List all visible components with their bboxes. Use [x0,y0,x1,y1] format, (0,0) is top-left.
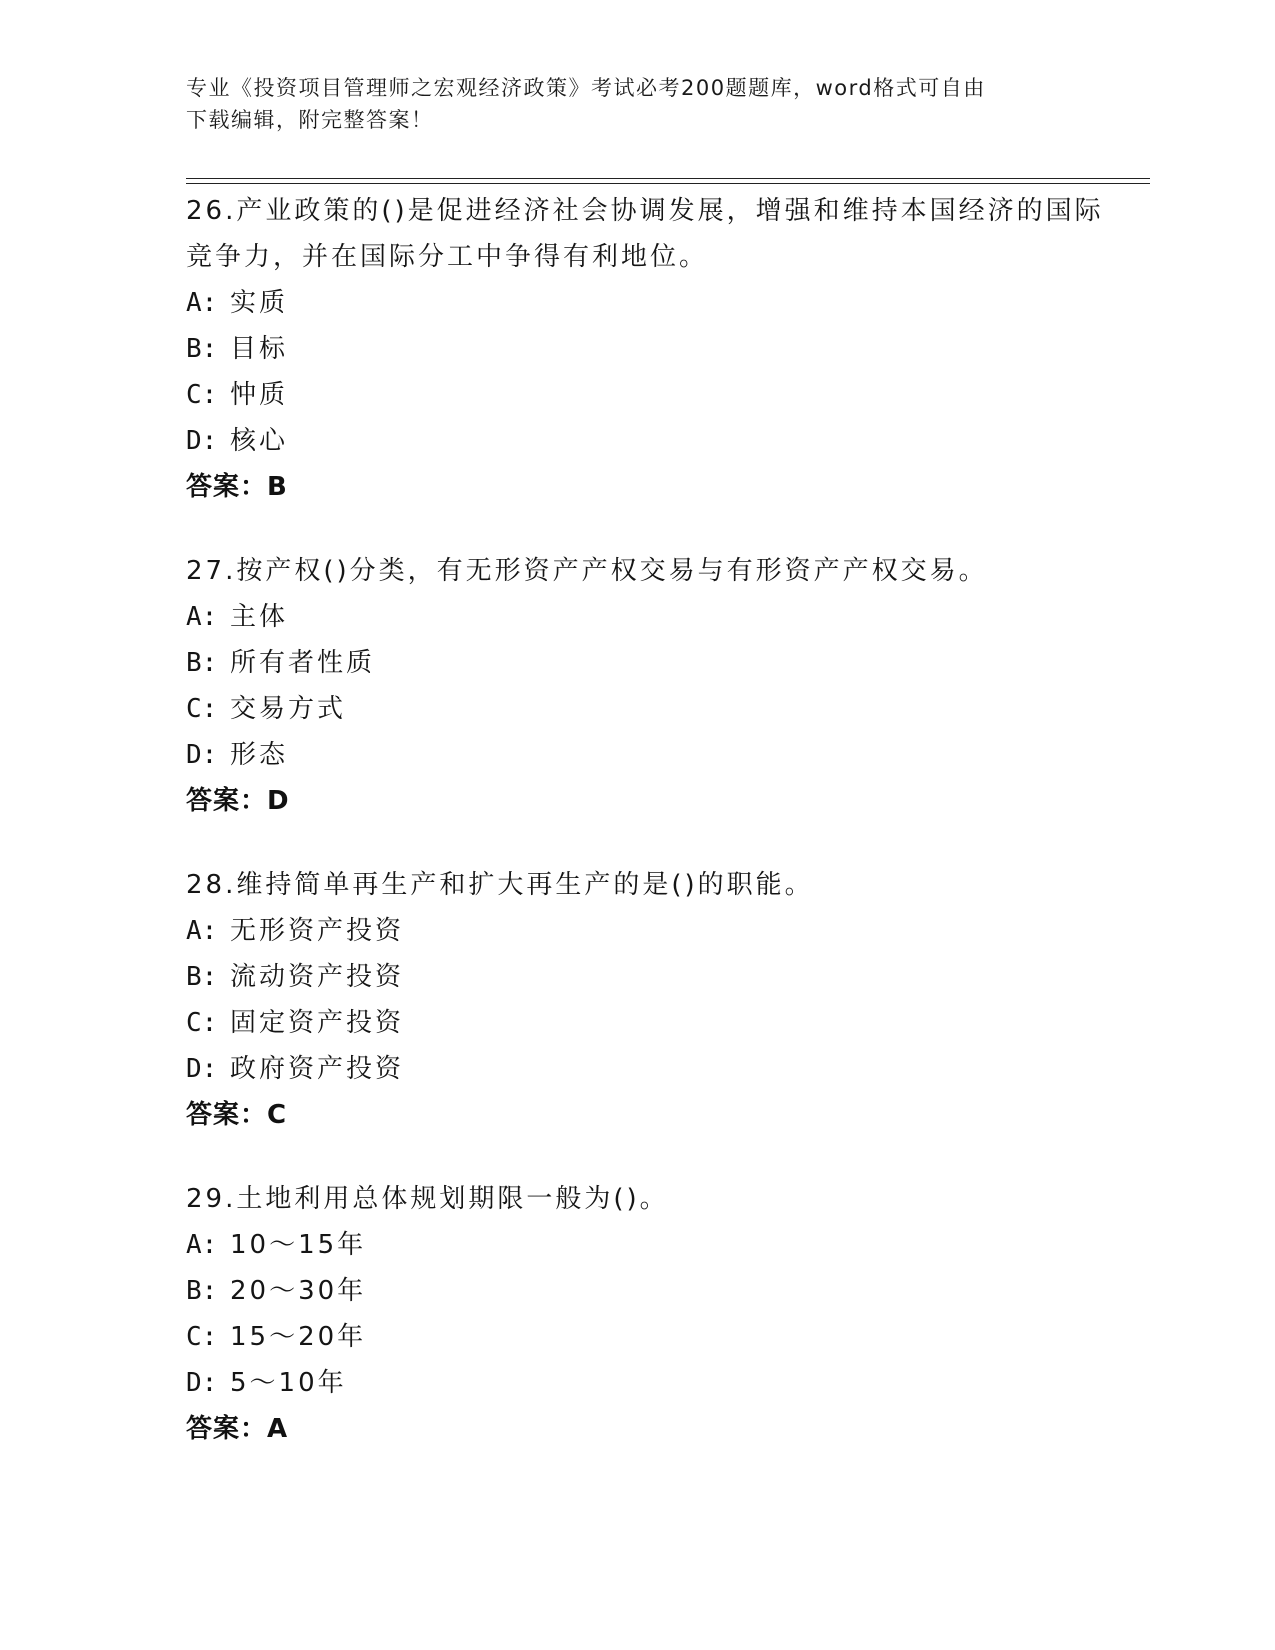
option-d [186,1046,1126,1092]
option-c [186,1000,1126,1046]
question-26 [186,188,1126,510]
option-letter: D: [186,740,218,770]
header-divider-bottom [186,183,1150,184]
option-letter: D: [186,1054,218,1084]
question-stem: 29.土地利用总体规划期限一般为()。 [186,1184,669,1214]
header-line-2: 下载编辑，附完整答案！ [186,108,434,132]
option-a [186,908,1126,954]
option-d [186,732,1126,778]
question-list [186,188,1126,1490]
option-letter: B: [186,334,218,364]
option-d [186,418,1126,464]
header-divider-top [186,178,1150,179]
option-letter: C: [186,694,218,724]
option-letter: A: [186,916,218,946]
option-text: 忡质 [230,380,289,410]
question-stem: 27.按产权()分类，有无形资产产权交易与有形资产产权交易。 [186,556,988,586]
answer-label: 答案：A [186,1414,289,1444]
option-text: 20～30年 [230,1276,367,1306]
option-letter: B: [186,1276,218,1306]
option-text: 流动资产投资 [230,962,405,992]
option-b [186,954,1126,1000]
answer-label: 答案：C [186,1100,288,1130]
question-stem: 26.产业政策的()是促进经济社会协调发展，增强和维持本国经济的国际竞争力，并在国际分工中争得有利地位。 [186,196,1104,272]
option-text: 目标 [230,334,289,364]
option-letter: C: [186,1322,218,1352]
option-text: 政府资产投资 [230,1054,405,1084]
option-text: 固定资产投资 [230,1008,405,1038]
option-text: 核心 [230,426,289,456]
option-letter: C: [186,380,218,410]
option-letter: A: [186,1230,218,1260]
option-b [186,326,1126,372]
option-text: 无形资产投资 [230,916,405,946]
option-letter: D: [186,1368,218,1398]
option-c [186,372,1126,418]
option-text: 5～10年 [230,1368,347,1398]
option-text: 形态 [230,740,289,770]
answer-label: 答案：D [186,786,290,816]
option-text: 主体 [230,602,289,632]
option-c [186,686,1126,732]
option-a [186,594,1126,640]
option-text: 实质 [230,288,289,318]
question-28 [186,862,1126,1138]
option-text: 交易方式 [230,694,347,724]
option-text: 所有者性质 [230,648,376,678]
option-b [186,640,1126,686]
option-letter: C: [186,1008,218,1038]
document-header [186,72,1106,136]
option-c [186,1314,1126,1360]
option-letter: A: [186,288,218,318]
question-29 [186,1176,1126,1452]
option-a [186,1222,1126,1268]
option-text: 15～20年 [230,1322,367,1352]
header-line-1: 专业《投资项目管理师之宏观经济政策》考试必考200题题库，word格式可自由 [186,76,986,100]
question-27 [186,548,1126,824]
option-b [186,1268,1126,1314]
option-a [186,280,1126,326]
option-letter: D: [186,426,218,456]
question-stem: 28.维持简单再生产和扩大再生产的是()的职能。 [186,870,814,900]
answer-label: 答案：B [186,472,288,502]
option-letter: B: [186,962,218,992]
option-letter: A: [186,602,218,632]
option-text: 10～15年 [230,1230,367,1260]
option-d [186,1360,1126,1406]
option-letter: B: [186,648,218,678]
